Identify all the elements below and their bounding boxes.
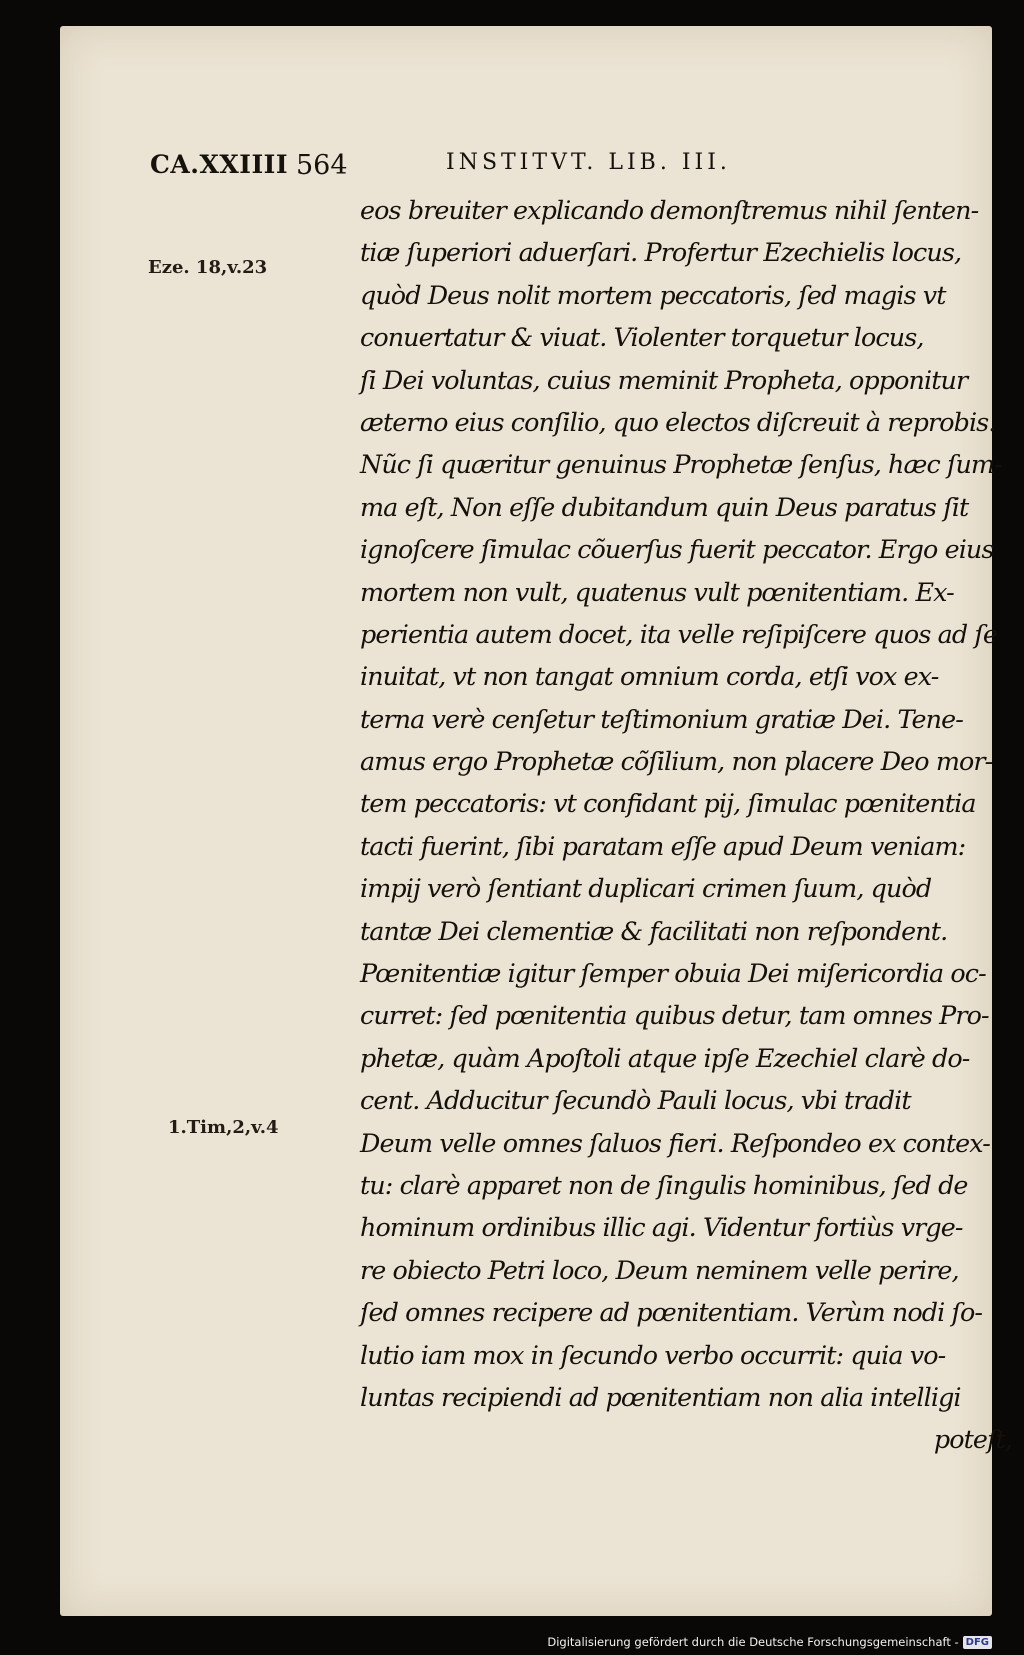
text-line: re obiecto Petri loco, Deum neminem velle perire, — [360, 1254, 959, 1285]
text-line: curret: ſed pœnitentia quibus detur, tam omnes Pro- — [360, 1000, 989, 1031]
text-line: Pœnitentiæ igitur ſemper obuia Dei miſericordia oc- — [360, 958, 986, 989]
text-line: terna verè cenſetur teſtimonium gratiæ Dei. Tene- — [360, 703, 963, 734]
text-line: tantæ Dei clementiæ & facilitati non reſpondent. — [360, 915, 948, 946]
text-line: tu: clarè apparet non de ſingulis hominibus, ſed de — [360, 1169, 968, 1200]
book-page — [60, 26, 1012, 1616]
text-line: Deum velle omnes ſaluos fieri. Reſpondeo ex contex- — [360, 1127, 990, 1158]
text-line: hominum ordinibus illic agi. Videntur fortiùs vrge- — [360, 1212, 963, 1243]
text-line: amus ergo Prophetæ cõſilium, non placere Deo mor- — [360, 746, 993, 777]
text-line: eos breuiter explicando demonſtremus nihil ſenten- — [360, 195, 979, 225]
text-line: lutio iam mox in ſecundo verbo occurrit: quia vo- — [360, 1339, 946, 1370]
chapter-heading: CA.XXIIII — [150, 150, 289, 179]
text-line: inuitat, vt non tangat omnium corda, etſi vox ex- — [360, 661, 939, 692]
book-title: INSTITVT. LIB. III. — [446, 150, 731, 175]
text-line: perientia autem docet, ita velle reſipiſcere quos ad ſe — [360, 618, 998, 649]
text-line: Nũc ſi quæritur genuinus Prophetæ ſenſus, hæc ſum- — [360, 449, 1002, 480]
text-line: tacti fuerint, ſibi paratam eſſe apud Deum veniam: — [360, 830, 966, 861]
text-line: ma eſt, Non eſſe dubitandum quin Deus paratus ſit — [360, 491, 969, 522]
text-line: luntas recipiendi ad pœnitentiam non alia intelligi — [360, 1381, 961, 1412]
text-line: mortem non vult, quatenus vult pœnitentiam. Ex- — [360, 576, 954, 607]
credit-text: Digitalisierung gefördert durch die Deutsche Forschungsgemeinschaft - — [547, 1635, 959, 1649]
text-line: phetæ, quàm Apoſtoli atque ipſe Ezechiel clarè do- — [360, 1042, 970, 1073]
marginal-note-timothy: 1.Tim,2,v.4 — [168, 1117, 279, 1138]
body-text — [360, 189, 1024, 1461]
running-head — [60, 150, 992, 190]
text-line: tiæ ſuperiori aduerſari. Profertur Ezechielis locus, — [360, 237, 962, 268]
text-line: impij verò ſentiant duplicari crimen ſuum, quòd — [360, 873, 932, 904]
catchword: poteſt, — [933, 1424, 1012, 1455]
text-line: conuertatur & viuat. Violenter torquetur locus, — [360, 322, 924, 353]
text-line: quòd Deus nolit mortem peccatoris, ſed magis vt — [360, 279, 946, 310]
text-line: ignoſcere ſimulac cõuerſus fuerit peccator. Ergo eius — [360, 534, 994, 565]
text-line: cent. Adducitur ſecundò Pauli locus, vbi tradit — [360, 1085, 911, 1116]
marginal-note-ezekiel: Eze. 18,v.23 — [148, 257, 268, 278]
text-line: tem peccatoris: vt confidant pij, ſimulac pœnitentia — [360, 788, 976, 819]
text-line: ſed omnes recipere ad pœnitentiam. Verùm nodi ſo- — [360, 1297, 983, 1328]
page-number: 564 — [296, 150, 348, 181]
text-line: æterno eius conſilio, quo electos diſcreuit à reprobis. — [360, 406, 996, 437]
text-line: ſi Dei voluntas, cuius meminit Propheta, opponitur — [360, 364, 968, 395]
dfg-logo: DFG — [963, 1636, 992, 1649]
digitization-credit — [547, 1635, 992, 1649]
